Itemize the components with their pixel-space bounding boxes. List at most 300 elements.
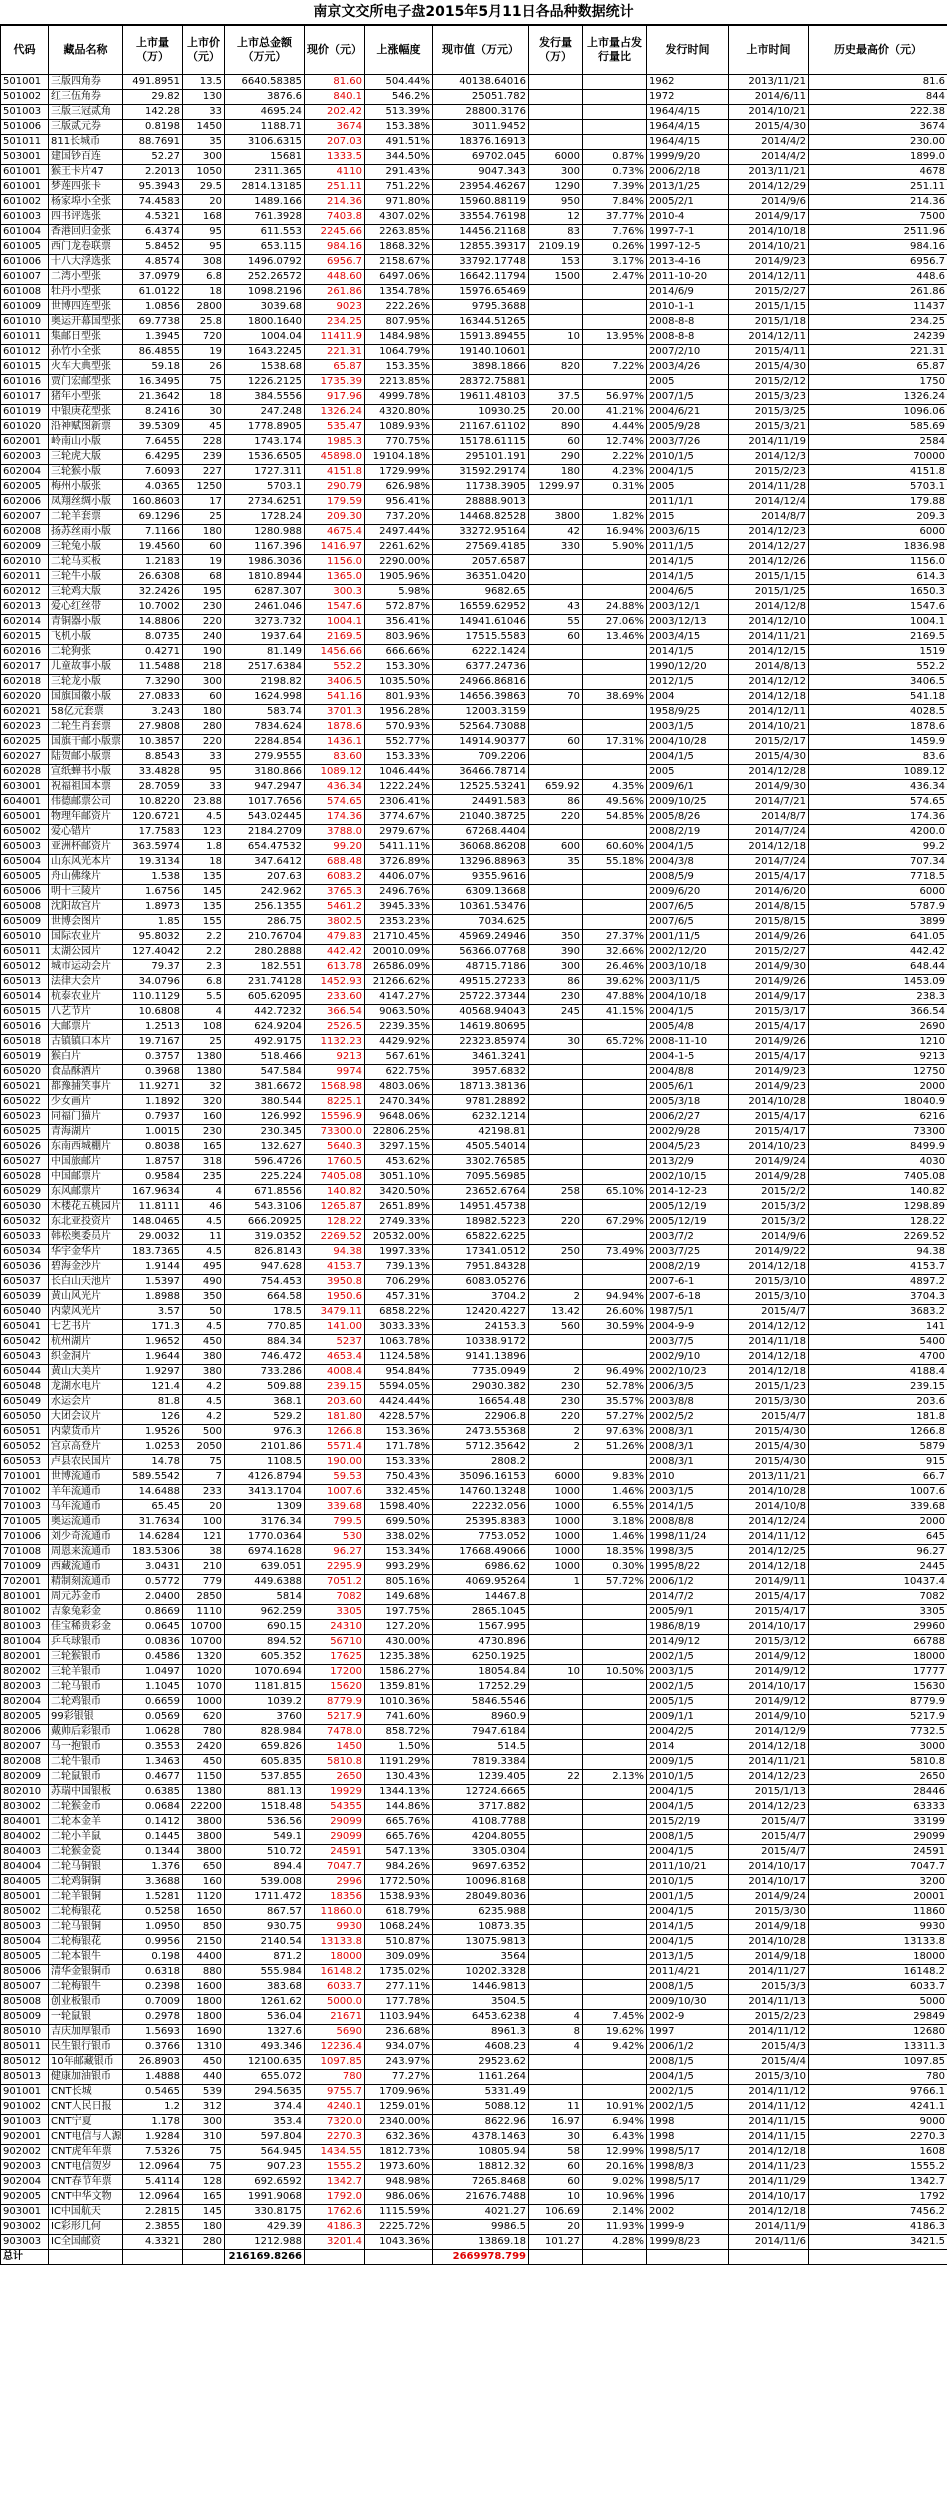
cell-name: CNT人民日报	[49, 2100, 123, 2115]
cell-total-amount: 884.34	[225, 1335, 305, 1350]
cell-listing-date: 2014/12/18	[729, 1260, 809, 1275]
cell-issue-date: 2008/2/19	[647, 825, 729, 840]
cell-name: 梦莲四张卡	[49, 180, 123, 195]
cell-current-price: 45898.0	[305, 450, 365, 465]
cell-total-amount: 442.7232	[225, 1005, 305, 1020]
cell-current-price: 535.47	[305, 420, 365, 435]
cell-total-amount: 2311.365	[225, 165, 305, 180]
cell-total-amount: 666.20925	[225, 1215, 305, 1230]
cell-code: 602001	[1, 435, 49, 450]
cell-code: 601009	[1, 300, 49, 315]
cell-current-price: 2526.5	[305, 1020, 365, 1035]
cell-listed-price: 128	[183, 2175, 225, 2190]
cell-listed-ratio: 5.90%	[583, 540, 647, 555]
cell-listed-price: 3800	[183, 1830, 225, 1845]
cell-issue-date: 2012/1/5	[647, 675, 729, 690]
cell-issue-qty: 16.97	[529, 2115, 583, 2130]
cell-rise: 153.33%	[365, 1455, 433, 1470]
cell-listing-date: 2014/6/20	[729, 885, 809, 900]
cell-historic-high: 1004.1	[809, 615, 947, 630]
cell-issue-date: 2004/1/5	[647, 840, 729, 855]
cell-code: 605030	[1, 1200, 49, 1215]
cell-market-value: 6453.6238	[433, 2010, 529, 2025]
cell-listed-qty: 1.8988	[123, 1290, 183, 1305]
cell-rise: 1354.78%	[365, 285, 433, 300]
cell-code: 602021	[1, 705, 49, 720]
cell-listed-qty: 69.1296	[123, 510, 183, 525]
cell-historic-high: 1096.06	[809, 405, 947, 420]
cell-market-value: 23954.46267	[433, 180, 529, 195]
cell-listed-qty: 0.8198	[123, 120, 183, 135]
cell-rise: 153.33%	[365, 750, 433, 765]
cell-listed-price: 1690	[183, 2025, 225, 2040]
cell-listed-qty: 19.4560	[123, 540, 183, 555]
cell-market-value: 14467.8	[433, 1590, 529, 1605]
cell-total-amount: 583.74	[225, 705, 305, 720]
cell-listed-qty: 31.7634	[123, 1515, 183, 1530]
cell-market-value: 4378.1463	[433, 2130, 529, 2145]
cell-current-price: 5461.2	[305, 900, 365, 915]
table-row	[1, 1485, 947, 1500]
cell-market-value: 9047.343	[433, 165, 529, 180]
cell-total-amount: 543.3106	[225, 1200, 305, 1215]
cell-listed-price: 312	[183, 2100, 225, 2115]
cell-issue-date: 1997	[647, 2025, 729, 2040]
cell-historic-high: 339.68	[809, 1500, 947, 1515]
cell-current-price: 19929	[305, 1785, 365, 1800]
cell-historic-high: 5217.9	[809, 1710, 947, 1725]
cell-name: 乒乓球银币	[49, 1635, 123, 1650]
cell-issue-date: 2005/1/5	[647, 1695, 729, 1710]
cell-market-value: 56366.07768	[433, 945, 529, 960]
cell-historic-high: 238.3	[809, 990, 947, 1005]
cell-code: 805010	[1, 2025, 49, 2040]
cell-listed-price: 75	[183, 1455, 225, 1470]
cell-listed-qty: 10.3857	[123, 735, 183, 750]
cell-listed-price: 121	[183, 1530, 225, 1545]
cell-current-price: 7478.0	[305, 1725, 365, 1740]
cell-listed-qty: 14.78	[123, 1455, 183, 1470]
cell-market-value: 21040.38725	[433, 810, 529, 825]
cell-code: 801003	[1, 1620, 49, 1635]
cell-market-value: 4608.23	[433, 2040, 529, 2055]
table-row	[1, 1410, 947, 1425]
cell-listing-date: 2015/4/4	[729, 2055, 809, 2070]
cell-current-price: 917.96	[305, 390, 365, 405]
cell-code: 602017	[1, 660, 49, 675]
cell-listed-price: 4.5	[183, 1395, 225, 1410]
cell-listed-price: 18	[183, 855, 225, 870]
cell-listed-price: 308	[183, 255, 225, 270]
cell-code: 602018	[1, 675, 49, 690]
cell-code: 602004	[1, 465, 49, 480]
cell-market-value: 6377.24736	[433, 660, 529, 675]
cell-listed-price: 19	[183, 555, 225, 570]
cell-market-value: 21167.61102	[433, 420, 529, 435]
cell-total-amount: 3760	[225, 1710, 305, 1725]
cell-listing-date: 2014/12/15	[729, 645, 809, 660]
cell-listed-qty: 160.8603	[123, 495, 183, 510]
cell-total-amount: 539.008	[225, 1875, 305, 1890]
cell-historic-high: 18000	[809, 1950, 947, 1965]
cell-issue-date: 2004/10/28	[647, 735, 729, 750]
cell-total-amount: 15681	[225, 150, 305, 165]
cell-listed-qty: 1.538	[123, 870, 183, 885]
cell-issue-qty	[529, 120, 583, 135]
cell-issue-date: 2005/4/8	[647, 1020, 729, 1035]
cell-issue-qty	[529, 1455, 583, 1470]
cell-issue-qty: 220	[529, 810, 583, 825]
cell-issue-date: 2008/1/5	[647, 2055, 729, 2070]
cell-code: 605028	[1, 1170, 49, 1185]
table-row	[1, 1275, 947, 1290]
table-row	[1, 615, 947, 630]
cell-total-amount: 930.75	[225, 1920, 305, 1935]
cell-historic-high: 10437.4	[809, 1575, 947, 1590]
cell-issue-qty: 1000	[529, 1545, 583, 1560]
cell-rise: 807.95%	[365, 315, 433, 330]
cell-name: 二轮马银币	[49, 1680, 123, 1695]
table-row	[1, 2145, 947, 2160]
cell-listed-price: 300	[183, 675, 225, 690]
cell-rise: 26586.09%	[365, 960, 433, 975]
cell-rise: 2239.35%	[365, 1020, 433, 1035]
cell-market-value: 14760.13248	[433, 1485, 529, 1500]
cell-market-value: 7947.6184	[433, 1725, 529, 1740]
table-row	[1, 1800, 947, 1815]
cell-listed-price: 38	[183, 1545, 225, 1560]
cell-code: 605022	[1, 1095, 49, 1110]
cell-total-amount: 2101.86	[225, 1440, 305, 1455]
cell-code: 605006	[1, 885, 49, 900]
cell-current-price: 5000.0	[305, 1995, 365, 2010]
cell-listing-date: 2014/9/22	[729, 1245, 809, 1260]
cell-total-amount: 1070.694	[225, 1665, 305, 1680]
cell-current-price: 4153.7	[305, 1260, 365, 1275]
cell-historic-high: 1899.0	[809, 150, 947, 165]
cell-listed-price: 318	[183, 1155, 225, 1170]
cell-listing-date: 2014/10/17	[729, 1860, 809, 1875]
cell-name: 陆贺邮小版票	[49, 750, 123, 765]
cell-historic-high: 29849	[809, 2010, 947, 2025]
cell-market-value: 16642.11794	[433, 270, 529, 285]
cell-issue-date: 2014-12-23	[647, 1185, 729, 1200]
table-row	[1, 1920, 947, 1935]
cell-name: 凤翔丝绸小版	[49, 495, 123, 510]
cell-historic-high: 94.38	[809, 1245, 947, 1260]
table-row	[1, 315, 947, 330]
table-row	[1, 1950, 947, 1965]
cell-issue-qty: 290	[529, 450, 583, 465]
cell-listing-date: 2014/9/26	[729, 975, 809, 990]
table-row	[1, 180, 947, 195]
cell-historic-high: 251.11	[809, 180, 947, 195]
table-row	[1, 1935, 947, 1950]
cell-issue-qty: 2	[529, 1425, 583, 1440]
cell-listing-date: 2014/11/28	[729, 480, 809, 495]
cell-rise: 1709.96%	[365, 2085, 433, 2100]
cell-listing-date: 2015/4/7	[729, 1845, 809, 1860]
cell-rise: 5594.05%	[365, 1380, 433, 1395]
cell-listed-qty: 19.3134	[123, 855, 183, 870]
cell-listed-qty: 1.8757	[123, 1155, 183, 1170]
cell-total-amount: 947.2947	[225, 780, 305, 795]
cell-current-price: 99.20	[305, 840, 365, 855]
cell-listing-date: 2014/12/23	[729, 525, 809, 540]
cell-listed-qty: 28.7059	[123, 780, 183, 795]
cell-listed-price: 75	[183, 2160, 225, 2175]
cell-code: 802002	[1, 1665, 49, 1680]
cell-current-price: 1456.66	[305, 645, 365, 660]
cell-rise: 1905.96%	[365, 570, 433, 585]
cell-code: 605004	[1, 855, 49, 870]
cell-issue-qty	[529, 2055, 583, 2070]
cell-rise: 3051.10%	[365, 1170, 433, 1185]
cell-total-amount: 374.4	[225, 2100, 305, 2115]
cell-name: 马年流通币	[49, 1500, 123, 1515]
cell-code: 602020	[1, 690, 49, 705]
cell-historic-high: 1266.8	[809, 1425, 947, 1440]
cell-code: 802004	[1, 1695, 49, 1710]
cell-code: 701005	[1, 1515, 49, 1530]
cell-listed-ratio: 67.29%	[583, 1215, 647, 1230]
cell-historic-high: 4186.3	[809, 2220, 947, 2235]
cell-code: 605043	[1, 1350, 49, 1365]
table-row	[1, 1755, 947, 1770]
cell-name: 大邮票片	[49, 1020, 123, 1035]
table-row	[1, 1290, 947, 1305]
cell-rise: 4999.78%	[365, 390, 433, 405]
cell-listed-ratio	[583, 870, 647, 885]
cell-issue-qty	[529, 1875, 583, 1890]
cell-code: 801002	[1, 1605, 49, 1620]
cell-current-price: 140.82	[305, 1185, 365, 1200]
cell-listed-qty: 183.5306	[123, 1545, 183, 1560]
cell-rise: 1868.32%	[365, 240, 433, 255]
cell-market-value: 42198.81	[433, 1125, 529, 1140]
cell-listed-qty: 26.8903	[123, 2055, 183, 2070]
cell-issue-date: 2011/1/1	[647, 495, 729, 510]
cell-listed-qty: 142.28	[123, 105, 183, 120]
cell-total-amount: 1098.2196	[225, 285, 305, 300]
cell-listed-qty: 7.6455	[123, 435, 183, 450]
cell-listed-price: 4.5	[183, 1245, 225, 1260]
table-row	[1, 2160, 947, 2175]
cell-listing-date: 2015/4/7	[729, 1815, 809, 1830]
cell-market-value: 16654.48	[433, 1395, 529, 1410]
table-row	[1, 420, 947, 435]
table-row	[1, 1035, 947, 1050]
cell-listed-ratio: 17.31%	[583, 735, 647, 750]
cell-listed-price: 165	[183, 1140, 225, 1155]
cell-issue-qty	[529, 300, 583, 315]
cell-code: 601002	[1, 195, 49, 210]
cell-issue-date: 2004/1/5	[647, 1005, 729, 1020]
cell-current-price: 1007.6	[305, 1485, 365, 1500]
cell-issue-date: 2007-6-1	[647, 1275, 729, 1290]
cell-listed-price: 220	[183, 615, 225, 630]
cell-name: 宫京高登片	[49, 1440, 123, 1455]
cell-historic-high: 7732.5	[809, 1725, 947, 1740]
cell-current-price: 530	[305, 1530, 365, 1545]
cell-name: 西藏流通币	[49, 1560, 123, 1575]
cell-current-price: 239.15	[305, 1380, 365, 1395]
cell-issue-date: 2006/2/27	[647, 1110, 729, 1125]
cell-code: 605033	[1, 1230, 49, 1245]
cell-issue-qty: 22	[529, 1770, 583, 1785]
cell-rise: 2496.76%	[365, 885, 433, 900]
cell-listed-price: 135	[183, 900, 225, 915]
cell-historic-high: 70000	[809, 450, 947, 465]
cell-name: 二轮梅银花	[49, 1905, 123, 1920]
cell-historic-high: 614.3	[809, 570, 947, 585]
cell-listed-price: 3800	[183, 1815, 225, 1830]
cell-current-price: 1156.0	[305, 555, 365, 570]
cell-market-value: 27569.4185	[433, 540, 529, 555]
cell-current-price: 4186.3	[305, 2220, 365, 2235]
cell-rise: 149.68%	[365, 1590, 433, 1605]
table-row	[1, 810, 947, 825]
cell-total-amount: 3876.6	[225, 90, 305, 105]
cell-historic-high: 2270.3	[809, 2130, 947, 2145]
cell-historic-high: 221.31	[809, 345, 947, 360]
cell-listed-price: 1800	[183, 1995, 225, 2010]
cell-code: 605034	[1, 1245, 49, 1260]
col-header-historic-high: 历史最高价（元）	[809, 26, 947, 75]
cell-market-value: 3011.9452	[433, 120, 529, 135]
cell-listed-price: 490	[183, 1275, 225, 1290]
cell-listing-date: 2014/9/18	[729, 1920, 809, 1935]
cell-listed-price: 539	[183, 2085, 225, 2100]
cell-total-amount: 279.9555	[225, 750, 305, 765]
cell-listed-price: 1070	[183, 1680, 225, 1695]
cell-name: 三版三冠贰角	[49, 105, 123, 120]
cell-current-price: 18000	[305, 1950, 365, 1965]
cell-issue-qty: 60	[529, 735, 583, 750]
cell-issue-date: 2004/1/5	[647, 1800, 729, 1815]
cell-issue-date: 2004	[647, 690, 729, 705]
cell-name: 吉庆加厚银币	[49, 2025, 123, 2040]
cell-issue-date: 2004/10/18	[647, 990, 729, 1005]
cell-name: 木楼花五桃园片	[49, 1200, 123, 1215]
cell-code: 605053	[1, 1455, 49, 1470]
cell-historic-high: 24239	[809, 330, 947, 345]
cell-current-price: 207.03	[305, 135, 365, 150]
cell-listed-qty: 14.8806	[123, 615, 183, 630]
cell-rise: 956.41%	[365, 495, 433, 510]
cell-name: 中国邮票片	[49, 1170, 123, 1185]
cell-market-value: 9141.13896	[433, 1350, 529, 1365]
cell-current-price: 202.42	[305, 105, 365, 120]
cell-listed-qty: 52.27	[123, 150, 183, 165]
cell-listed-qty: 0.1445	[123, 1830, 183, 1845]
cell-listed-qty: 2.0400	[123, 1590, 183, 1605]
cell-rise: 4406.07%	[365, 870, 433, 885]
cell-listing-date: 2014/11/15	[729, 2115, 809, 2130]
cell-issue-date: 2010-1-1	[647, 300, 729, 315]
cell-listed-price: 495	[183, 1260, 225, 1275]
cell-historic-high: 1089.12	[809, 765, 947, 780]
cell-listed-qty: 10.8220	[123, 795, 183, 810]
table-row	[1, 2190, 947, 2205]
cell-name: 贾门宏邮型张	[49, 375, 123, 390]
cell-listed-qty: 1.3945	[123, 330, 183, 345]
cell-listed-ratio: 94.94%	[583, 1290, 647, 1305]
cell-name: 二轮马银铜	[49, 1920, 123, 1935]
cell-total-amount: 976.3	[225, 1425, 305, 1440]
cell-issue-qty: 43	[529, 600, 583, 615]
cell-listing-date: 2015/4/7	[729, 1830, 809, 1845]
cell-current-price: 1132.23	[305, 1035, 365, 1050]
cell-name: 黄山大美片	[49, 1365, 123, 1380]
cell-issue-qty: 42	[529, 525, 583, 540]
col-header-listed-ratio: 上市量占发行量比	[583, 26, 647, 75]
cell-issue-date: 1999/8/23	[647, 2235, 729, 2250]
cell-listing-date: 2014/12/12	[729, 1320, 809, 1335]
cell-historic-high: 915	[809, 1455, 947, 1470]
cell-issue-date: 2009/10/30	[647, 1995, 729, 2010]
cell-historic-high: 1156.0	[809, 555, 947, 570]
table-row	[1, 720, 947, 735]
cell-issue-date: 2002/10/15	[647, 1170, 729, 1185]
table-row	[1, 1860, 947, 1875]
cell-name: CNT电信贺岁	[49, 2160, 123, 2175]
cell-market-value: 3461.3241	[433, 1050, 529, 1065]
cell-issue-qty: 659.92	[529, 780, 583, 795]
cell-market-value: 14468.82528	[433, 510, 529, 525]
cell-code: 602016	[1, 645, 49, 660]
cell-issue-qty	[529, 75, 583, 90]
cell-historic-high: 436.34	[809, 780, 947, 795]
table-row	[1, 1440, 947, 1455]
cell-total-amount: 12100.635	[225, 2055, 305, 2070]
cell-issue-date: 2014/1/5	[647, 570, 729, 585]
cell-listed-qty: 17.7583	[123, 825, 183, 840]
cell-listing-date: 2014/12/18	[729, 2205, 809, 2220]
cell-current-price: 6956.7	[305, 255, 365, 270]
cell-listing-date: 2014/6/11	[729, 90, 809, 105]
cell-listed-price: 380	[183, 1365, 225, 1380]
cell-listed-price: 2850	[183, 1590, 225, 1605]
cell-issue-date: 1997-12-5	[647, 240, 729, 255]
cell-listed-ratio	[583, 1965, 647, 1980]
cell-market-value: 13296.88963	[433, 855, 529, 870]
cell-listed-qty: 7.1166	[123, 525, 183, 540]
cell-market-value: 14914.90377	[433, 735, 529, 750]
table-row	[1, 1260, 947, 1275]
cell-listed-ratio	[583, 1830, 647, 1845]
cell-issue-date: 2004/1/5	[647, 750, 729, 765]
cell-total-amount: 547.584	[225, 1065, 305, 1080]
cell-historic-high: 214.36	[809, 195, 947, 210]
cell-listed-price: 779	[183, 1575, 225, 1590]
cell-total-amount: 2284.854	[225, 735, 305, 750]
cell-issue-qty	[529, 315, 583, 330]
cell-listed-qty: 1.5397	[123, 1275, 183, 1290]
cell-issue-date: 2006/3/5	[647, 1380, 729, 1395]
cell-listed-price: 32	[183, 1080, 225, 1095]
cell-market-value: 28049.8036	[433, 1890, 529, 1905]
cell-listed-ratio: 30.59%	[583, 1320, 647, 1335]
cell-name: 三轮猴银币	[49, 1650, 123, 1665]
cell-code: 605048	[1, 1380, 49, 1395]
cell-listing-date: 2015/4/17	[729, 1125, 809, 1140]
cell-listed-price: 230	[183, 600, 225, 615]
cell-current-price: 17200	[305, 1665, 365, 1680]
cell-name: 精制刻流通币	[49, 1575, 123, 1590]
cell-issue-date: 2004/3/8	[647, 855, 729, 870]
cell-historic-high: 16148.2	[809, 1965, 947, 1980]
